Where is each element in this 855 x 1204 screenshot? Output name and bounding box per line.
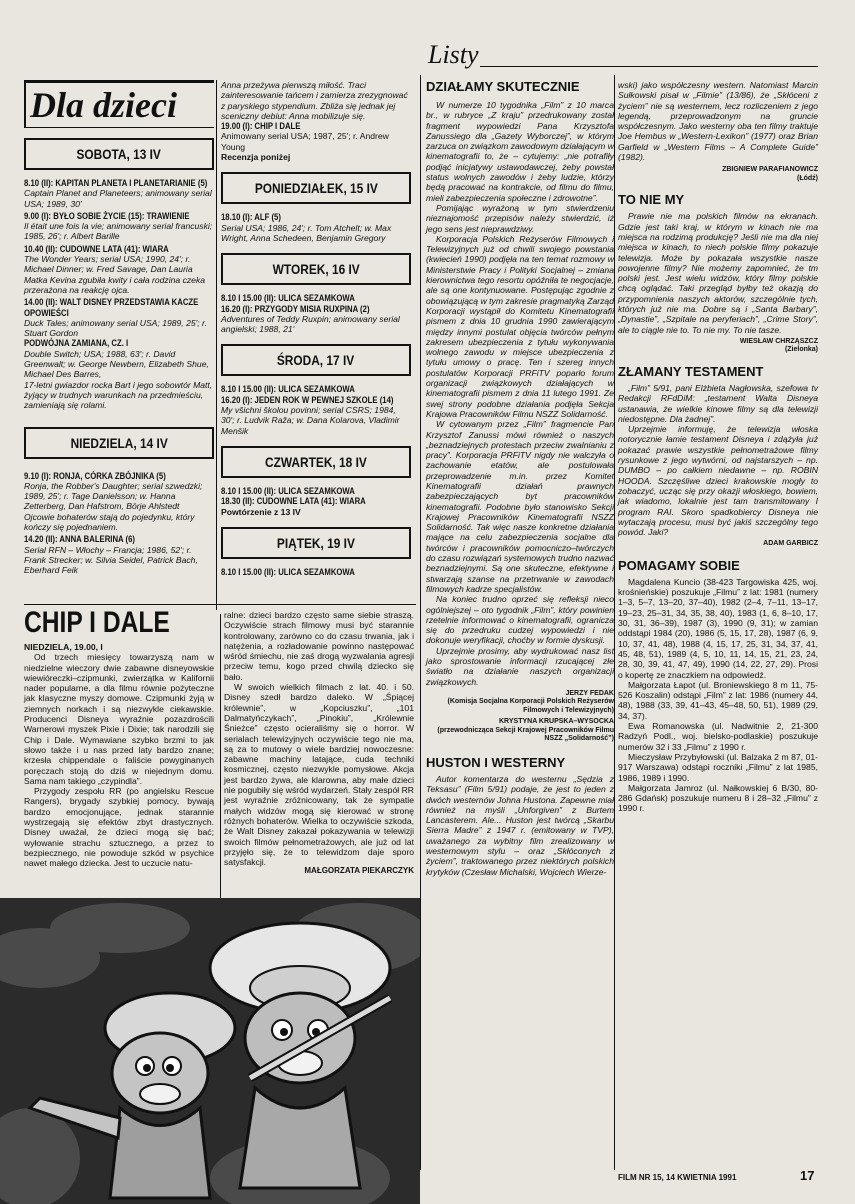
day-header-sunday: NIEDZIELA, 14 IV [24,427,214,459]
review-note: Recenzja poniżej [221,152,291,163]
program-title: 8.10 I 15.00 (II): ULICA SEZAMKOWA [221,566,355,577]
section-title: Listy [428,40,479,69]
letter-paragraph: Ewa Romanowska (ul. Nadwitnie 2, 21-300 Radzyń Podl., woj. bielsko-podlaskie) poszukuje numerów 32 i 33 „Filmu” z 1990 r. [618,721,818,752]
tv-schedule-col-2 [221,80,411,577]
program-title: 14.20 (II): ANNA BALERINA (6) [24,534,135,545]
letter-city: (Zielonka) [784,346,818,354]
day-header-friday: PIĄTEK, 19 IV [221,527,411,559]
column-rule [220,614,221,914]
letter-affiliation: (przewodnicząca Sekcji Krajowej Pracowników Filmu NSZZ „Solidarność”) [437,726,614,743]
program-desc: Animowany serial USA; 1987, 25'; r. Andrew Young [221,131,389,152]
program-desc: My všichni školou povinni; serial CSRS; 1984, 30'; r. Ludvik Raža; w. Dana Kolarova, Vladimir Menšik [221,405,400,436]
letter-paragraph: Magdalena Kuncio (38-423 Targowiska 425, woj. krośnieńskie) poszukuje „Filmu” z lat: 1981 (numery 1–3, 5–7, 13–20, 37–40), 1982 (2–4, 7–11, 13–17, 19–23, 25–31, 34, 35, 38, 40), 1983 (1, 6, 8–10, 17, 30, 31, 36–39), 1987 (3), 1990 (9, 31); w zamian oddstąpi 1984 (20), 1986 (5, 15, 17, 28), 1987 (6, 9, 10, 37, 41, 48), 1988 (4, 15, 17, 25, 31, 34, 37, 41, 45, 48, 51), 1989 (4, 5, 10, 11, 14, 15, 21, 23, 24, 28, 30, 39, 41, 47, 49), 1990 (14, 22, 27, 29). Prosi o kopertę ze znaczkiem na odpowiedź. [618,576,818,680]
review-col-1 [24,642,214,869]
program-note: Matka Kevina zgubiła kwity i cała rodzina czeka przerażona na reakcję ojca. [24,274,206,295]
letter-signature: WIESŁAW CHRZĄSZCZ [739,337,818,345]
letter-title: POMAGAMY SOBIE [618,557,740,573]
program-desc: Serial USA; 1986, 24'; r. Tom Atchelt; w. Max Wright, Anna Schedeen, Benjamin Gregory [221,222,392,243]
program-title: 18.10 (I): ALF (5) [221,212,281,223]
day-header-saturday: SOBOTA, 13 IV [24,138,214,170]
program-desc: Ronja, the Robber's Daughter; serial szwedzki; 1989, 25'; r. Tage Danielsson; w. Hanna Zetterberg, Dan Hafstrom, Börje Ahlstedt [24,480,203,512]
review-author: MAŁGORZATA PIEKARCZYK [304,866,414,876]
program-title: 8.10 I 15.00 (II): ULICA SEZAMKOWA [221,293,355,304]
chip-and-dale-illustration [0,898,420,1204]
review-title: CHIP I DALE [24,606,170,639]
letter-paragraph: W numerze 10 tygodnika „Film” z 10 marca br., w rubryce „Z kraju” przedrukowany został fragment wypowiedzi Pana Krzysztofa Zanussiego dla „Gazety Wyborczej”, w którym zarzuca on związkom zawodowym działającym w kinematografii to, że – cytujemy: „nie potrafiły podjąć inicjatywy ustawodawczej, żeby powstał status wolnych zawodów i żeby ludzie, którzy będą pracować na kontrakcie, od filmu do filmu, mieli zabezpieczenia społeczne i zdrowotne”. [426,100,614,203]
program-title: 8.10 I 15.00 (II): ULICA SEZAMKOWA [221,384,355,395]
letter-title: ZŁAMANY TESTAMENT [618,363,764,379]
letter-signature: ADAM GARBICZ [763,540,818,548]
review-date: NIEDZIELA, 19.00, I [24,642,103,652]
day-header-thursday: CZWARTEK, 18 IV [221,446,411,478]
review-paragraph: W swoich wielkich filmach z lat. 40. i 50. Disney szedł bardzo daleko. W „Śpiącej królewnie”, w „Kopciuszku”, „101 Dalmatyńczykach”, „Pinokiu”, „Królewnie Śnieżce” często ocieraliśmy się o horror. W serialach telewizyjnych oczywiście tego nie ma, są za to mutowy o wiele bardziej nowoczesne: zabawne machiny latające, cuda techniki kosmicznej, często niezwykle pomysłowe. Akcja jest bardzo żywa, ale klarowna, aby małe dzieci nie pogubiły się wśród wydarzeń. Stały zespół RR jest wyraźnie zróżnicowany, tak że sympatie małych widzów mogą się kierować w stronę różnych bohaterów. Wielka to oczywiście szkoda, że Walt Disney zakazał pokazywania w telewizji swoich filmów pełnometrażowych, ale już od lat przyjęło się, że to telewidzom daje sporo satysfakcji. [224,682,414,868]
day-header-tuesday: WTOREK, 16 IV [221,253,411,285]
letters-col-1 [426,80,614,877]
program-desc: Adventures of Teddy Ruxpin; animowany serial angielski; 1988, 21' [221,313,400,335]
program-title: 8.10 (II): KAPITAN PLANETA I PLANETARIANIE (5) [24,178,208,188]
letter-signature: JERZY FEDAK [565,689,614,697]
column-rule [420,75,421,1170]
letter-paragraph: Pomijając wyrażoną w tym stwierdzeniu nieznajomość przepisów należy stwierdzić, iż jego sens jest nieprawdziwy. [426,202,614,234]
letter-affiliation: (Komisja Socjalna Korporacji Polskich Reżyserów Filmowych i Telewizyjnych) [447,698,614,714]
review-paragraph: ralne: dzieci bardzo często same siebie straszą. Oczywiście strach filmowy musi być starannie kontrolowany, zarówno co do czasu trwania, jak i natężenia, a rozładowanie powinno następować wśród śmiechu, nie zaś drogą wyzwalania agresji przeciw temu, kogo przed chwilą dziecko się bało. [224,610,414,682]
letter-paragraph: Na koniec trudno oprzeć się refleksji nieco ogólniejszej – oto tygodnik „Film”, który powinien rzetelnie informować o kinematografii, ogranicza się do przedruku cudzej wypowiedzi i nie dokonuje weryfikacji, choćby w formie dyskusji. [426,594,614,646]
program-desc: Il était une fois la vie; animowany serial francuski; 1985, 26'; r. Albert Barille [24,221,213,242]
program-note: Anna przeżywa pierwszą miłość. Traci zainteresowanie tańcem i zamierza zrezygnować z paryskiego stypendium. Zbliża się jednak jej sceniczny debiut: Anna mobilizuje się. [221,80,408,121]
letter-paragraph: Małgorzata Jamroz (ul. Nałkowskiej 6 B/30, 80-286 Gdańsk) poszukuje numeru 8 i 28–32 „Filmu” z 1990 r. [618,782,818,814]
letter-paragraph: Uprzejmie informuję, że telewizja włoska notorycznie łamie testament Disneya i zdążyła już pokazać prawie wszystkie pełnometrażowe filmy rysunkowe z jego wytwórni, od najstarszych – np. DUMBO – po całkiem niedawne – np. ROBIN HOODA. Szczęśliwe dzieci krakowskie mogły to zobaczyć, ucząc się przy okazji włoskiego, bowiem, jak wiadomo, lokalnie jest tam transmitowany I program RAI. Skoro spadkobiercy Disneya nie wytaczają procesu, musi być jakiś szczególny tego powód. Jaki? [618,424,818,538]
day-header-wednesday: ŚRODA, 17 IV [221,344,411,376]
letter-paragraph: Korporacja Polskich Reżyserów Filmowych i Telewizyjnych już od chwili swojego powstania (kwiecień 1990) podjęła na ten temat rozmowy w Ministerstwie Pracy i Polityki Socjalnej – zmiana kierownictwa tego resortu opóźniła te negocjacje, ale są one kontynuowane. Postępując zgodnie z obowiązującą w tym zakresie pragmatyką Zarząd Korporacji wystąpił do Komitetu Kinematografii pismem z dnia 10 grudnia 1990 zawierającym między innymi postulat objęcia twórców pełnym zakresem ubezpieczenia z tytułu wykonywania wolnego zawodu w miejsce ubezpieczenia z tytułu umowy o pracę. Ten i szereg innych postulatów Korporacji PRFiTV poparło forum organizacji związkowych działających w kinematografii pismem z dnia 11 lutego 1991. Ze swej strony podobne działania podjęła Sekcja Krajowa Pracowników Filmu NSZZ Solidarność. [426,233,614,419]
letter-paragraph: W cytowanym przez „Film” fragmencie Pan Krzysztof Zanussi mówi również o naszych „beznadziejnych protestach przeciw zwalnianiu z pracy”. Korporacja PRFiTV nigdy nie walczyła o zachowanie etatów, ale postulowała przeprowadzenie m.in. przez Komitet Kinematografii działań prawnych zabezpieczających byt pracowników kinematografii. Podobne było stanowisko Sekcji Krajowej Pracowników Kinematografii NSZZ Solidarność. Tak więc nasze konkretne działania mające na celu zabezpieczenia socjalne dla twórców i pracowników pomocniczo–twórczych do czasu rozwiązań systemowych trudno nazwać beznadziejnymi. Są one skuteczne, efektywne i stwarzają szanse na przetrwanie w zawodach filmowych kadrze specjalistów. [426,419,614,594]
day-header-monday: PONIEDZIAŁEK, 15 IV [221,172,411,204]
kids-title: Dla dzieci [24,80,214,128]
program-desc: Duck Tales; animowany serial USA; 1989, 25'; r. Stuart Gordon [24,317,207,339]
letters-col-2 [618,80,818,814]
letter-signature: ZBIGNIEW PARAFIANOWICZ [722,166,818,174]
review-paragraph: Przygody zespołu RR (po angielsku Rescue Rangers), brygady szybkiej pomocy, bywają bardzo emocjonujące, jednak starannie wystrzegają się efektów zbyt drastycznych. Disney uważał, że dzieci mogą się bać; wyłowanie strachu sztucznego, a przez to bezpiecznego, nie powoduje szkód w psychice nawet małego dziecka. Jest to uczucie natu- [24,786,214,869]
letter-paragraph: Małgorzata Łapot (ul. Broniewskiego 8 m 11, 75-526 Koszalin) odstąpi „Film” z lat: 1986 (numery 44, 48), 1988 (33, 39, 41–43, 45–48, 50, 51), 1989 (29, 34, 37). [618,679,818,721]
tv-schedule-col-1 [24,80,214,576]
letter-title: HUSTON I WESTERNY [426,754,566,770]
letter-city: (Łódź) [797,174,818,182]
program-desc: Double Switch; USA; 1988, 63'; r. David Greenwalt; w. George Newbern, Elizabeth Shue, Michael Des Barres, [24,348,209,380]
review-paragraph: Od trzech miesięcy towarzyszą nam w niedzielne wieczory dwie zabawne disneyowskie wiewióreczki–czipmunki, zwierzątka w Kalifornii nader popularne, a dla filmu równie pożyteczne jak klasyczne myszy domowe. Czipmunki żyją w ziemnych norkach i są niezwykle ciekawskie. Producenci Disneya wyraźnie pozazdrościli Warnerowi myszek Pixie i Dixie; tak narodzili się Chip i Dale. Wymawiane szybko brzmi to jak słowo także i u nas przed laty bardzo znane; krzesła chippendale o faliście powyginanych poręczach stoją do dziś w niejednym domu. Sama nam takiego „czypindla”. [24,652,214,786]
program-title: 8.10 I 15.00 (II): ULICA SEZAMKOWA [221,485,355,496]
letter-paragraph: wski) jako współczesny western. Natomiast Marcin Sułkowski pisał w „Filmie” (13/86), że „Skłóceni z życiem” nie są westernem, lecz rozliczeniem z jego legendą, przeprowadzonym na gruncie współczesnym. Jako westerny oba ten filmy traktuje Joe Hembus w „Western-Lexikon” (1977) oraz Brian Garfield w „Western Films – A Complete Guide” (1982). [618,80,818,163]
program-title: 19.00 (I): CHIP I DALE [221,121,301,132]
section-rule [24,604,416,605]
program-title: 14.00 (II): WALT DISNEY PRZEDSTAWIA KACZE OPOWIEŚCI [24,297,199,318]
program-desc: The Wonder Years; serial USA; 1990, 24'; r. Michael Dinner; w. Fred Savage, Dan Lauria [24,254,193,275]
program-desc: Serial RFN – Włochy – Francja; 1986, 52'; r. Frank Strecker; w. Silvia Seidel, Patrick Bach, Eberhard Feik [24,544,198,576]
letter-paragraph: Mieczysław Przybyłowski (ul. Balzaka 2 m 87, 01-917 Warszawa) odstąpi roczniki „Filmu” z lat 1985, 1986, 1989 i 1990. [618,751,818,783]
program-title: 16.20 (I): PRZYGODY MISIA RUXPINA (2) [221,303,370,314]
program-note: Powtórzenie z 13 IV [221,506,301,517]
review-col-2 [224,610,414,876]
letter-title: DZIAŁAMY SKUTECZNIE [426,79,580,94]
letter-paragraph: „Film” 5/91, pani Elżbieta Nagłowska, szefowa tv Redakcji RFdDiM: „testament Walta Disneya ustanawia, że wielkie kinowe filmy są dla telewizji niedostępne. Dla żadnej”. [618,382,818,424]
program-title: 9.10 (I): RONJA, CÓRKA ZBÓJNIKA (5) [24,470,166,481]
program-note: Ojcowie bohaterów stają do pojedynku, który kończy się pojednaniem. [24,511,195,533]
program-title: 18.30 (II): CUDOWNE LATA (41): WIARA [221,496,366,507]
program-title: PODWÓJNA ZAMIANA, CZ. I [24,338,129,349]
letter-paragraph: Uprzejmie prosimy, aby wydrukować nasz list jako sprostowanie informacji rzucającej złe światło na działanie naszych organizacji związkowych. [426,645,614,687]
letter-signature: KRYSTYNA KRUPSKA–WYSOCKA [499,718,614,726]
column-rule [614,75,615,1170]
program-title: 10.40 (II): CUDOWNE LATA (41): WIARA [24,243,169,254]
letter-title: TO NIE MY [618,192,685,208]
column-rule [216,80,217,610]
page-number: 17 [800,1168,815,1183]
footer-issue: FILM NR 15, 14 KWIETNIA 1991 [618,1173,737,1182]
letter-paragraph: Autor komentarza do westernu „Sędzia z Teksasu” (Film 5/91) podaje, że jest to jeden z dwóch westernów Johna Hustona. Zapewne miał również na myśli „Unforgiven” z Burtem Lancasterem. Ale... Huston jest twórcą „Skarbu Sierra Madre” z 1947 r. (emitowany w TVP), uważanego za wybitny film zrealizowany w westernowym stylu – oraz „Skłóconych z życiem”, traktowanego przez niektórych polskich krytyków (Czesław Michalski, Wojciech Wierze- [426,773,614,877]
program-title: 9.00 (I): BYŁO SOBIE ŻYCIE (15): TRAWIENIE [24,210,190,221]
program-title: 16.20 (I): JEDEN ROK W PEWNEJ SZKOLE (14) [221,394,394,405]
program-desc: Captain Planet and Planeteers; animowany serial USA; 1989, 30' [24,188,212,209]
header-rule [480,66,818,67]
program-note: 17-letni gwiazdor rocka Bart i jego sobowtór Matt, żyjący w trudnych warunkach na przedmieściu, zamieniają się rolami. [24,379,213,411]
letter-paragraph: Prawie nie ma polskich filmów na ekranach. Gdzie jest taki kraj, w którym w kinach nie ma miejsca na rodzimą produkcję? Jeśli nie ma dla niej miejsca w kinach, to niech polskie filmy pokazuje telewizja. Może by pokazała wszystkie nasze powojenne filmy? Nie możemy zapomnieć, że tm polski jest. Jest wielu widzów, który filmy polskie chcą oglądać. Taki przegląd byłby też okazją do przypomnienia naszych aktorów, szczególnie tych, których już nie ma. Dobre są i „Santa Barbary”, „Dynastie”, „Szpitale na peryferiach”, „Crime Story”, ale to ciągle nie to. To nie my. To nie tasze. [618,211,818,335]
